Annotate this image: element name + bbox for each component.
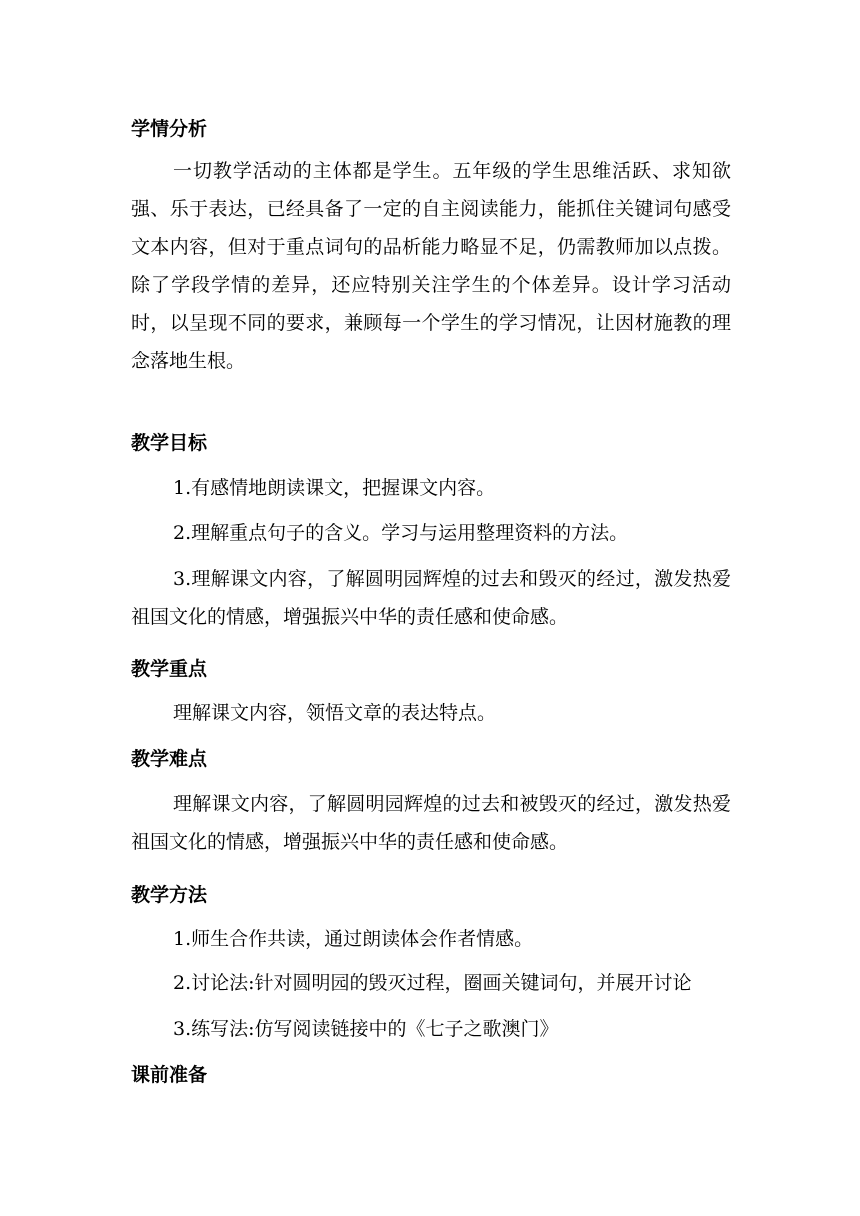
teaching-method-item: 2.讨论法:针对圆明园的毁灭过程，圈画关键词句，并展开讨论	[173, 972, 692, 994]
section-heading-preparation: 课前准备	[131, 1064, 208, 1086]
teaching-goal-item: 2.理解重点句子的含义。学习与运用整理资料的方法。	[173, 522, 629, 544]
teaching-focus-paragraph: 理解课文内容，领悟文章的表达特点。	[173, 702, 497, 724]
section-heading-teaching-difficulty: 教学难点	[131, 748, 208, 770]
section-heading-teaching-focus: 教学重点	[131, 658, 208, 680]
teaching-method-item: 3.练写法:仿写阅读链接中的《七子之歌澳门》	[173, 1018, 559, 1040]
learning-analysis-paragraph: 一切教学活动的主体都是学生。五年级的学生思维活跃、求知欲强、乐于表达，已经具备了一定的自主阅读能力，能抓住关键词句感受文本内容，但对于重点词句的品析能力略显不足，仍需教师加以点拨。除了学段学情的差异，还应特别关注学生的个体差异。设计学习活动时，以呈现不同的要求，兼顾每一个学生的学习情况，让因材施教的理念落地生根。	[131, 160, 731, 372]
section-heading-teaching-goals: 教学目标	[131, 432, 208, 454]
teaching-method-item: 1.师生合作共读，通过朗读体会作者情感。	[173, 928, 534, 950]
teaching-goal-item: 1.有感情地朗读课文，把握课文内容。	[173, 477, 496, 499]
section-heading-learning-analysis: 学情分析	[131, 118, 208, 140]
teaching-difficulty-paragraph: 理解课文内容，了解圆明园辉煌的过去和被毁灭的经过，激发热爱祖国文化的情感，增强振兴中华的责任感和使命感。	[131, 793, 731, 853]
section-heading-teaching-methods: 教学方法	[131, 884, 208, 906]
teaching-goal-item: 3.理解课文内容，了解圆明园辉煌的过去和毁灭的经过，激发热爱祖国文化的情感，增强振兴中华的责任感和使命感。	[131, 568, 731, 628]
